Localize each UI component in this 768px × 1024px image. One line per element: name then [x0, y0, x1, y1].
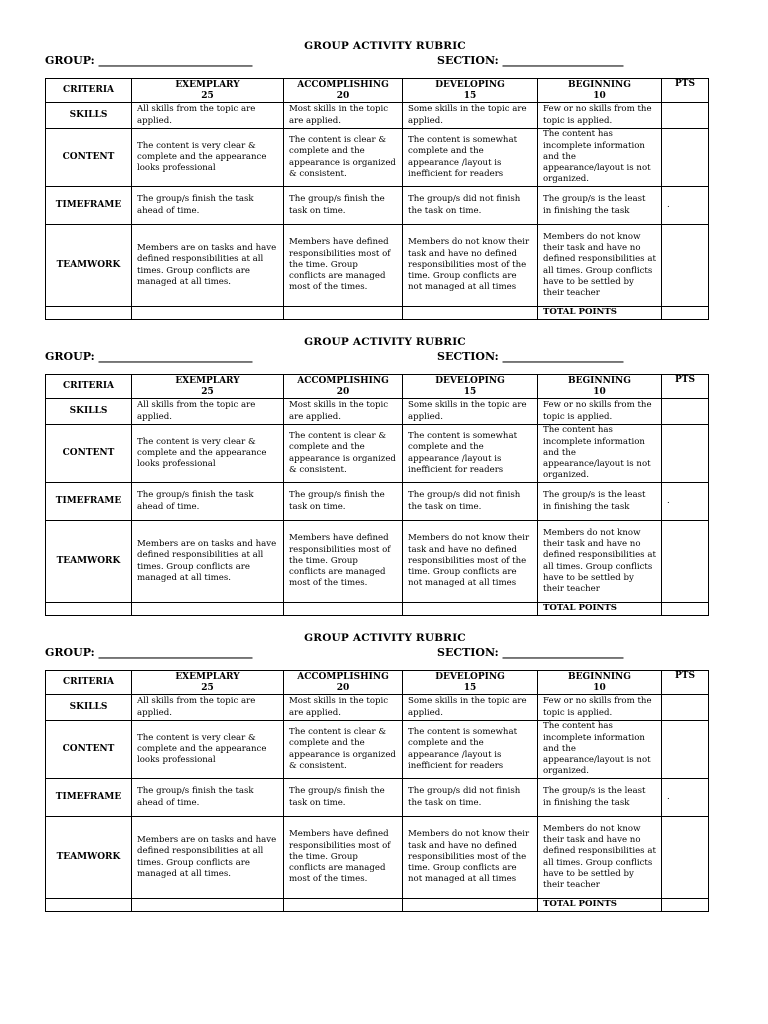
developing-header: DEVELOPING 15 [403, 671, 538, 695]
exemplary-cell: The group/s finish the task ahead of time. [132, 187, 284, 225]
rubric-row-teamwork [46, 817, 709, 899]
developing-cell: Members do not know their task and have no defined responsibilities most of the time. Group conflicts are not managed at all times [403, 225, 538, 307]
pts-cell[interactable] [662, 521, 709, 603]
total-points-value[interactable] [662, 899, 709, 912]
criteria-header: CRITERIA [46, 375, 132, 399]
rubric-row-teamwork [46, 521, 709, 603]
pts-cell[interactable] [662, 129, 709, 187]
criteria-cell: CONTENT [46, 425, 132, 483]
beginning-cell: Few or no skills from the topic is applied. [538, 399, 662, 425]
pts-cell[interactable] [662, 225, 709, 307]
section-field: SECTION: ______________________ [437, 54, 624, 67]
developing-cell: The group/s did not finish the task on time. [403, 187, 538, 225]
rubric-row-content [46, 425, 709, 483]
exemplary-cell: Members are on tasks and have defined responsibilities at all times. Group conflicts are managed at all times. [132, 225, 284, 307]
accomplishing-header: ACCOMPLISHING 20 [284, 671, 403, 695]
beginning-cell: Members do not know their task and have no defined responsibilities at all times. Group conflicts have to be settled by their teacher [538, 225, 662, 307]
pts-cell[interactable] [662, 695, 709, 721]
rubric-row-skills [46, 399, 709, 425]
accomplishing-cell: Most skills in the topic are applied. [284, 103, 403, 129]
exemplary-cell: The content is very clear & complete and the appearance looks professional [132, 721, 284, 779]
criteria-cell: SKILLS [46, 695, 132, 721]
rubric-title: GROUP ACTIVITY RUBRIC [304, 40, 466, 52]
exemplary-cell: All skills from the topic are applied. [132, 695, 284, 721]
beginning-cell: Members do not know their task and have no defined responsibilities at all times. Group conflicts have to be settled by their teacher [538, 817, 662, 899]
criteria-cell: TIMEFRAME [46, 483, 132, 521]
pts-cell[interactable] [662, 817, 709, 899]
total-points-value[interactable] [662, 603, 709, 616]
header-row [46, 375, 709, 399]
rubric-title: GROUP ACTIVITY RUBRIC [304, 336, 466, 348]
group-section-line [45, 54, 708, 68]
rubric-row-skills [46, 103, 709, 129]
developing-cell: The content is somewhat complete and the appearance /layout is inefficient for readers [403, 129, 538, 187]
criteria-cell: CONTENT [46, 129, 132, 187]
pts-header: PTS [662, 671, 709, 695]
pts-cell[interactable] [662, 425, 709, 483]
criteria-cell: CONTENT [46, 721, 132, 779]
header-row [46, 79, 709, 103]
empty-cell [284, 307, 403, 320]
beginning-cell: The content has incomplete information and the appearance/layout is not organized. [538, 129, 662, 187]
accomplishing-cell: The content is clear & complete and the appearance is organized & consistent. [284, 425, 403, 483]
exemplary-cell: All skills from the topic are applied. [132, 399, 284, 425]
developing-cell: The group/s did not finish the task on time. [403, 483, 538, 521]
header-row [46, 671, 709, 695]
developing-cell: The content is somewhat complete and the appearance /layout is inefficient for readers [403, 721, 538, 779]
total-row [46, 603, 709, 616]
rubric-row-timeframe [46, 779, 709, 817]
exemplary-cell: The content is very clear & complete and the appearance looks professional [132, 129, 284, 187]
beginning-cell: Few or no skills from the topic is applied. [538, 103, 662, 129]
total-points-label: TOTAL POINTS [538, 307, 662, 320]
accomplishing-cell: Members have defined responsibilities most of the time. Group conflicts are managed most of the times. [284, 225, 403, 307]
accomplishing-cell: Members have defined responsibilities most of the time. Group conflicts are managed most of the times. [284, 521, 403, 603]
total-points-label: TOTAL POINTS [538, 899, 662, 912]
rubric-row-content [46, 129, 709, 187]
accomplishing-cell: The group/s finish the task on time. [284, 483, 403, 521]
developing-cell: Some skills in the topic are applied. [403, 103, 538, 129]
beginning-header: BEGINNING 10 [538, 671, 662, 695]
accomplishing-cell: Most skills in the topic are applied. [284, 399, 403, 425]
beginning-cell: The group/s is the least in finishing the task [538, 187, 662, 225]
pts-cell[interactable]: . [662, 483, 709, 521]
beginning-cell: Members do not know their task and have no defined responsibilities at all times. Group conflicts have to be settled by their teacher [538, 521, 662, 603]
accomplishing-cell: Members have defined responsibilities most of the time. Group conflicts are managed most of the times. [284, 817, 403, 899]
beginning-cell: The group/s is the least in finishing the task [538, 483, 662, 521]
pts-header: PTS [662, 375, 709, 399]
empty-cell [403, 603, 538, 616]
pts-cell[interactable] [662, 103, 709, 129]
developing-cell: The content is somewhat complete and the appearance /layout is inefficient for readers [403, 425, 538, 483]
exemplary-header: EXEMPLARY 25 [132, 375, 284, 399]
pts-cell[interactable] [662, 721, 709, 779]
developing-header: DEVELOPING 15 [403, 79, 538, 103]
rubric-row-timeframe [46, 187, 709, 225]
empty-cell [403, 899, 538, 912]
group-section-line [45, 646, 708, 660]
beginning-cell: Few or no skills from the topic is applied. [538, 695, 662, 721]
empty-cell [403, 307, 538, 320]
rubric-table [45, 374, 709, 616]
accomplishing-cell: The content is clear & complete and the appearance is organized & consistent. [284, 129, 403, 187]
exemplary-cell: Members are on tasks and have defined responsibilities at all times. Group conflicts are managed at all times. [132, 817, 284, 899]
total-points-value[interactable] [662, 307, 709, 320]
criteria-cell: TEAMWORK [46, 225, 132, 307]
total-points-label: TOTAL POINTS [538, 603, 662, 616]
developing-cell: Members do not know their task and have no defined responsibilities most of the time. Group conflicts are not managed at all times [403, 817, 538, 899]
empty-cell [284, 899, 403, 912]
criteria-cell: SKILLS [46, 103, 132, 129]
rubric-row-timeframe [46, 483, 709, 521]
beginning-header: BEGINNING 10 [538, 79, 662, 103]
total-row [46, 899, 709, 912]
exemplary-cell: The group/s finish the task ahead of time. [132, 483, 284, 521]
criteria-header: CRITERIA [46, 671, 132, 695]
criteria-cell: TIMEFRAME [46, 779, 132, 817]
exemplary-cell: All skills from the topic are applied. [132, 103, 284, 129]
group-field: GROUP: ____________________________ [45, 646, 253, 659]
pts-cell[interactable] [662, 399, 709, 425]
beginning-cell: The group/s is the least in finishing the task [538, 779, 662, 817]
group-section-line [45, 350, 708, 364]
empty-cell [132, 307, 284, 320]
developing-cell: Some skills in the topic are applied. [403, 399, 538, 425]
pts-header: PTS [662, 79, 709, 103]
group-field: GROUP: ____________________________ [45, 54, 253, 67]
section-field: SECTION: ______________________ [437, 646, 624, 659]
developing-cell: The group/s did not finish the task on time. [403, 779, 538, 817]
exemplary-cell: The content is very clear & complete and the appearance looks professional [132, 425, 284, 483]
criteria-header: CRITERIA [46, 79, 132, 103]
accomplishing-header: ACCOMPLISHING 20 [284, 79, 403, 103]
rubric-title: GROUP ACTIVITY RUBRIC [304, 632, 466, 644]
accomplishing-cell: The content is clear & complete and the appearance is organized & consistent. [284, 721, 403, 779]
exemplary-header: EXEMPLARY 25 [132, 671, 284, 695]
exemplary-cell: The group/s finish the task ahead of time. [132, 779, 284, 817]
empty-cell [132, 899, 284, 912]
developing-cell: Some skills in the topic are applied. [403, 695, 538, 721]
empty-cell [46, 307, 132, 320]
empty-cell [46, 603, 132, 616]
empty-cell [46, 899, 132, 912]
empty-cell [284, 603, 403, 616]
accomplishing-header: ACCOMPLISHING 20 [284, 375, 403, 399]
rubric-row-teamwork [46, 225, 709, 307]
accomplishing-cell: The group/s finish the task on time. [284, 779, 403, 817]
pts-cell[interactable]: . [662, 187, 709, 225]
beginning-cell: The content has incomplete information and the appearance/layout is not organized. [538, 425, 662, 483]
accomplishing-cell: Most skills in the topic are applied. [284, 695, 403, 721]
group-field: GROUP: ____________________________ [45, 350, 253, 363]
rubric-row-skills [46, 695, 709, 721]
pts-cell[interactable]: . [662, 779, 709, 817]
section-field: SECTION: ______________________ [437, 350, 624, 363]
beginning-cell: The content has incomplete information and the appearance/layout is not organized. [538, 721, 662, 779]
criteria-cell: TIMEFRAME [46, 187, 132, 225]
developing-header: DEVELOPING 15 [403, 375, 538, 399]
rubric-row-content [46, 721, 709, 779]
criteria-cell: TEAMWORK [46, 817, 132, 899]
rubric-table [45, 78, 709, 320]
accomplishing-cell: The group/s finish the task on time. [284, 187, 403, 225]
beginning-header: BEGINNING 10 [538, 375, 662, 399]
exemplary-header: EXEMPLARY 25 [132, 79, 284, 103]
developing-cell: Members do not know their task and have no defined responsibilities most of the time. Group conflicts are not managed at all times [403, 521, 538, 603]
criteria-cell: SKILLS [46, 399, 132, 425]
exemplary-cell: Members are on tasks and have defined responsibilities at all times. Group conflicts are managed at all times. [132, 521, 284, 603]
empty-cell [132, 603, 284, 616]
rubric-table [45, 670, 709, 912]
total-row [46, 307, 709, 320]
criteria-cell: TEAMWORK [46, 521, 132, 603]
